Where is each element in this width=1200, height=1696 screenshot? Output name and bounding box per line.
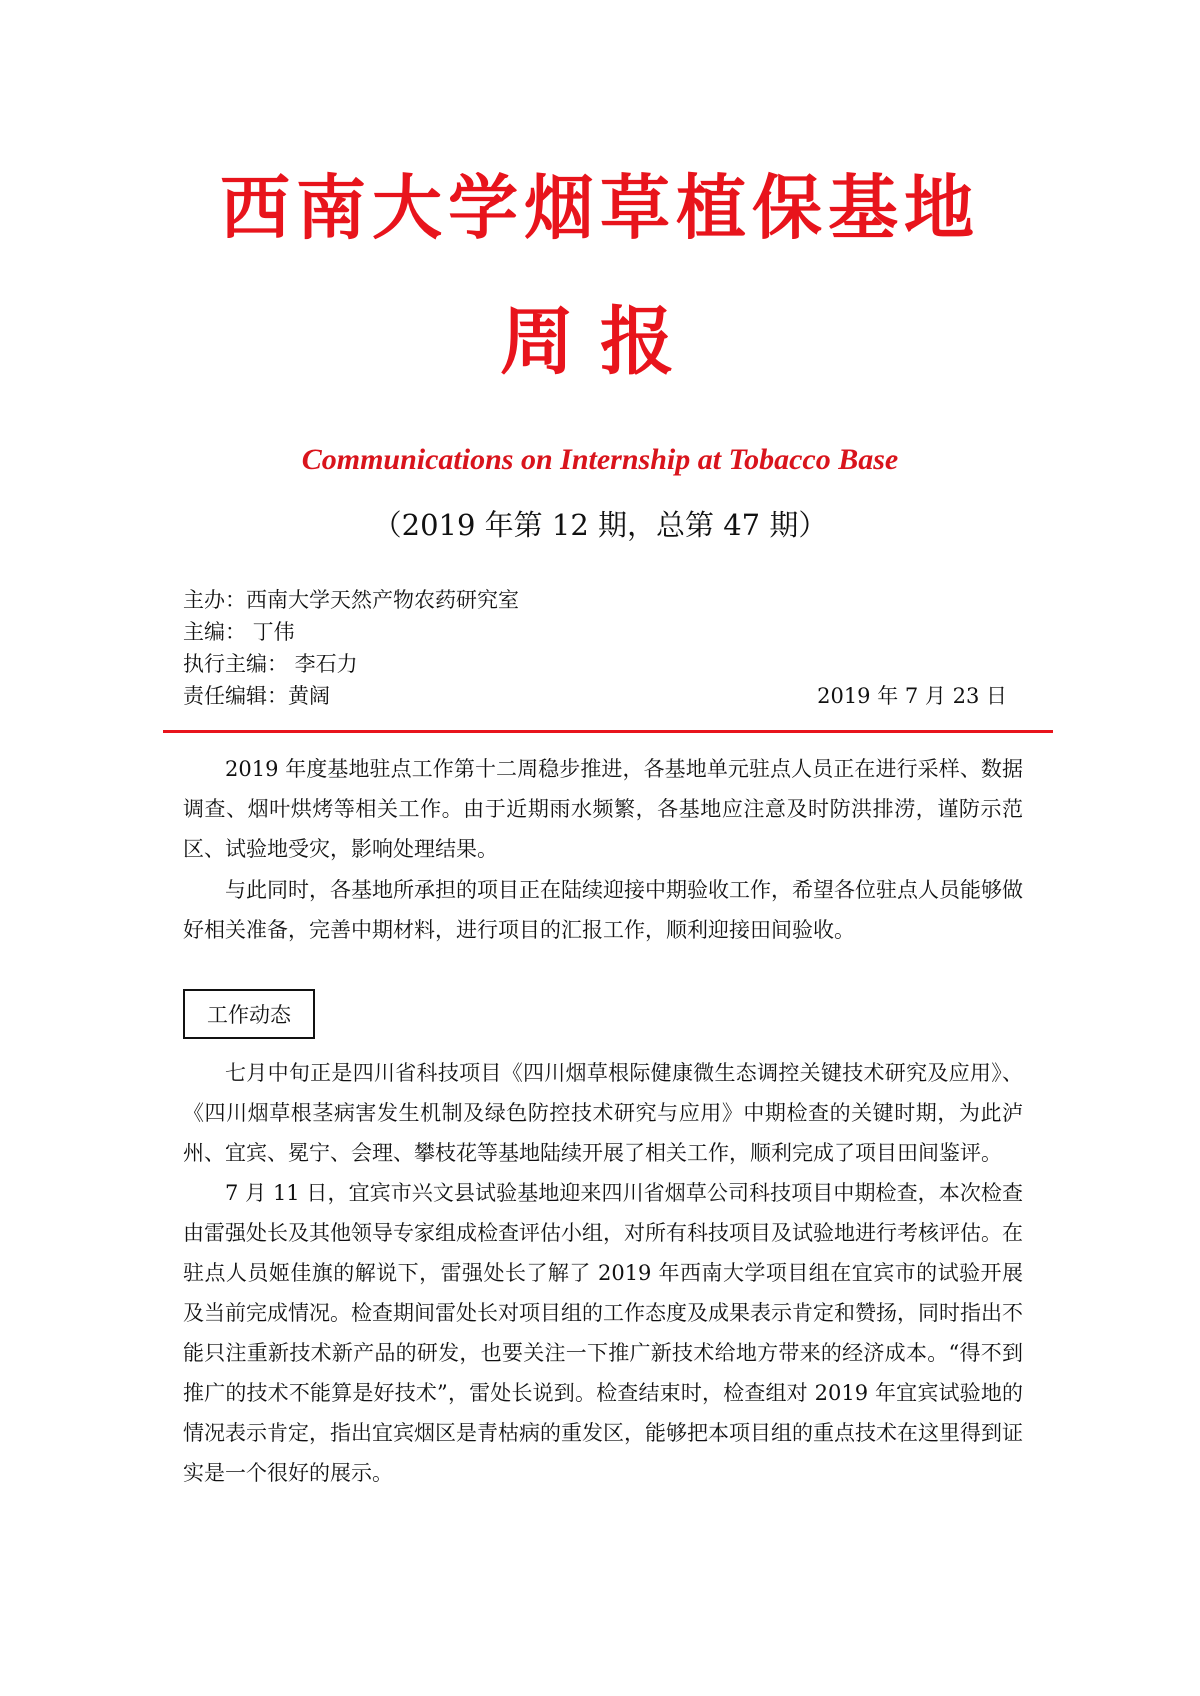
editor-line: 主编： 丁伟 [183, 620, 295, 644]
responsible-editor-line: 责任编辑：黄阔 [183, 684, 330, 708]
section-paragraph-2: 7 月 11 日，宜宾市兴文县试验基地迎来四川省烟草公司科技项目中期检查，本次检查由雷强处长及其他领导专家组成检查评估小组，对所有科技项目及试验地进行考核评估。在驻点人员姬佳旗的解说下，雷强处长了解了 2019 年西南大学项目组在宜宾市的试验开展及当前完成情况。检查期间雷处长对项目组的工作态度及成果表示肯定和赞扬，同时指出不能只注重新技术新产品的研发，也要关注一下推广新技术给地方带来的经济成本。“得不到推广的技术不能算是好技术”，雷处长说到。检查结束时，检查组对 2019 年宜宾试验地的情况表示肯定，指出宜宾烟区是青枯病的重发区，能够把本项目组的重点技术在这里得到证实是一个很好的展示。 [183, 1181, 1023, 1485]
english-title: Communications on Internship at Tobacco Base [301, 443, 899, 476]
intro-paragraph-1: 2019 年度基地驻点工作第十二周稳步推进，各基地单元驻点人员正在进行采样、数据调查、烟叶烘烤等相关工作。由于近期雨水频繁，各基地应注意及时防洪排涝，谨防示范区、试验地受灾，影响处理结果。 [183, 757, 1023, 861]
sponsor-line: 主办：西南大学天然产物农药研究室 [183, 588, 519, 612]
masthead-subtitle: 周报 [500, 299, 700, 385]
executive-editor-line: 执行主编： 李石力 [183, 652, 358, 676]
masthead-title: 西南大学烟草植保基地 [220, 167, 980, 249]
section-heading-work-updates: 工作动态 [183, 989, 315, 1039]
issue-number: （2019 年第 12 期，总第 47 期） [372, 508, 828, 542]
header-divider [163, 730, 1053, 733]
section-paragraph-1: 七月中旬正是四川省科技项目《四川烟草根际健康微生态调控关键技术研究及应用》、《四川烟草根茎病害发生机制及绿色防控技术研究与应用》中期检查的关键时期，为此泸州、宜宾、冕宁、会理、攀枝花等基地陆续开展了相关工作，顺利完成了项目田间鉴评。 [183, 1061, 1023, 1165]
publish-date: 2019 年 7 月 23 日 [817, 684, 1007, 708]
intro-paragraph-2: 与此同时，各基地所承担的项目正在陆续迎接中期验收工作，希望各位驻点人员能够做好相关准备，完善中期材料，进行项目的汇报工作，顺利迎接田间验收。 [183, 878, 1023, 942]
